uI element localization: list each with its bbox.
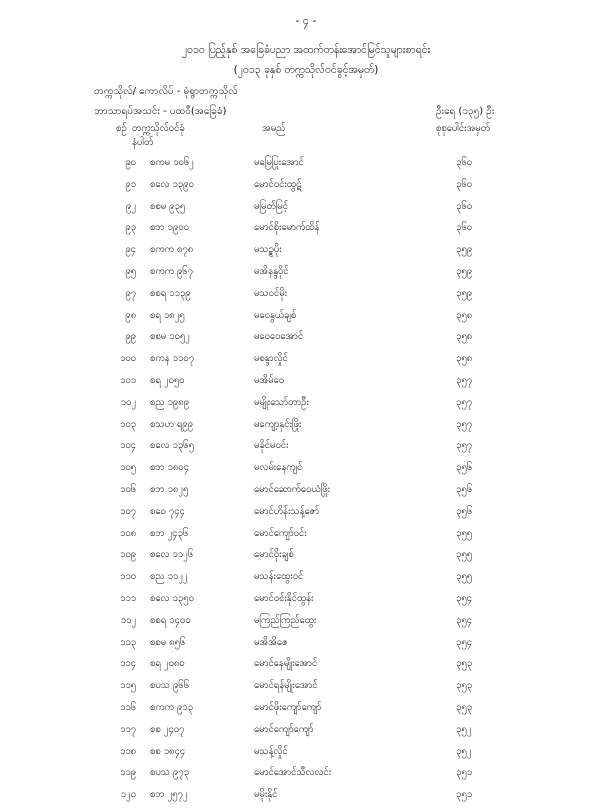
row-marks: ၃၆၀ [456, 222, 473, 234]
row-name: မောင်ဆောက်ဝေယံဖြိုး [254, 483, 331, 495]
row-roll-number: စရ ၂၀၅၀ [150, 374, 185, 386]
table-row [0, 374, 612, 396]
row-name: မမြတ်မြင့် [254, 200, 288, 212]
row-number: ၁၁၅ [119, 680, 136, 692]
row-roll-number: စကန ၁၁၀၇ [150, 353, 194, 365]
row-number: ၉၇ [125, 287, 136, 299]
table-row [0, 679, 612, 701]
row-name: မမြေပြုးအောင် [254, 157, 304, 168]
row-name: မအိအိဇေ [254, 636, 288, 648]
table-row [0, 766, 612, 788]
row-name: မသန်းထွေးဝင် [254, 571, 304, 583]
row-name: မစန္ဒာလှိုင် [254, 353, 288, 365]
table-row [0, 178, 612, 200]
row-marks: ၃၆၀ [456, 157, 473, 168]
header-no: စဉ် [116, 123, 127, 134]
row-marks: ၃၅၅ [456, 549, 473, 561]
row-roll-number: စလေ ၁၃၆၅ [150, 440, 194, 452]
row-name: မောင်အောင်သီလလင်း [254, 767, 332, 779]
row-roll-number: စစရ ၁၄၀၀ [150, 614, 191, 626]
table-row [0, 788, 612, 810]
row-number: ၁၀၀ [119, 353, 136, 365]
row-name: မအိနန္ဒဝိုင် [254, 265, 289, 277]
results-list [0, 156, 612, 810]
row-name: မောင်ဝိုးချစ် [254, 549, 294, 561]
row-number: ၁၁၂ [120, 614, 136, 626]
row-number: ၁၀၈ [119, 527, 136, 539]
row-marks: ၃၅၉ [456, 287, 473, 299]
table-row [0, 527, 612, 549]
row-roll-number: စစမ ၁၀၅၂ [150, 331, 190, 343]
row-marks: ၃၅၇ [456, 374, 473, 386]
university-line: တက္ကသိုလ်/ ကောလိပ် - မုံရွာတက္ကသိုလ် [94, 86, 238, 97]
row-marks: ၃၅၈ [456, 309, 473, 321]
row-number: ၁၁၇ [119, 723, 136, 735]
header-roll: တက္ကသိုလ်ဝင်ခုံ [132, 123, 185, 134]
subject-line: ဘာသာရပ်အသင်း - ပထဝီ(အခြေခံ) [94, 106, 227, 117]
row-roll-number: စကမ ၁၀၆၂ [150, 157, 194, 168]
row-name: မောင်နေမျိုးအောင် [254, 658, 318, 670]
row-name: မောင်ဟိန်းသန့်ဇော် [254, 505, 320, 517]
row-marks: ၃၅၇ [456, 396, 473, 408]
row-name: မသဝင်မိုး [254, 287, 288, 299]
row-name: မောင်ကျော်ဝင်း [254, 527, 307, 539]
row-number: ၁၀၃ [119, 418, 136, 430]
row-roll-number: စစ ၁၈၄၄ [150, 745, 186, 757]
row-marks: ၃၅၄ [456, 636, 473, 648]
table-row [0, 483, 612, 505]
row-number: ၁၁၀ [119, 571, 136, 583]
row-number: ၁၁၄ [119, 658, 136, 670]
row-roll-number: စဘ ၂၄၃၆ [150, 527, 189, 539]
table-row [0, 200, 612, 222]
table-row [0, 243, 612, 265]
table-row [0, 745, 612, 767]
row-number: ၁၀၂ [120, 396, 136, 408]
table-row [0, 614, 612, 636]
row-marks: ၃၅၅ [456, 527, 473, 539]
row-roll-number: စလေ ၁၁၂၆ [150, 549, 194, 561]
table-row [0, 156, 612, 178]
row-number: ၁၁၈ [119, 745, 136, 757]
row-roll-number: စရ ၂၀၈၀ [150, 658, 185, 670]
row-number: ၁၀၅ [119, 462, 136, 474]
table-row [0, 461, 612, 483]
row-number: ၁၀၆ [119, 483, 136, 495]
table-row [0, 657, 612, 679]
row-name: မောင်ဝင်းထွဋ် [254, 178, 302, 190]
row-roll-number: စည ၁၁၂၂ [150, 571, 188, 583]
row-name: မောင်ဖိုးကျော်ကျော် [254, 701, 322, 713]
row-number: ၁၁၃ [119, 636, 136, 648]
row-number: ၁၀၇ [119, 505, 136, 517]
row-number: ၁၂၀ [120, 789, 136, 801]
row-number: ၁၁၉ [119, 767, 136, 779]
row-name: မမျိုးသော်တာဦး [254, 396, 309, 408]
row-number: ၉၁ [125, 178, 136, 190]
row-name: မောင်စိုးမောက်ထိန် [254, 222, 320, 234]
row-marks: ၃၅၈ [456, 331, 473, 343]
document-subtitle: (၂၀၁၃ ခုနှစ် တက္ကသိုလ်ဝင်ခွင့်အမှတ်) [233, 64, 379, 76]
document-title: ၂၀၁၀ ပြည့်နှစ် အခြေခံပညာ အထက်တန်းအောင်မြင်သူများစာရင်း [181, 44, 431, 56]
table-row [0, 330, 612, 352]
table-row [0, 396, 612, 418]
table-row [0, 287, 612, 309]
row-name: မလမ်းနေကျင် [254, 462, 303, 474]
row-roll-number: စဘ ၁၉၀၀ [150, 222, 189, 234]
table-row [0, 265, 612, 287]
row-name: မောင်ရန်မျိုးအောင် [254, 680, 318, 692]
page-number: - ၄ - [295, 14, 317, 27]
row-marks: ၃၅၃ [456, 680, 473, 692]
row-number: ၁၀၉ [119, 549, 136, 561]
row-roll-number: စကက ၈၇၈ [150, 244, 194, 256]
row-roll-number: စသဟ ရ၉၉ [150, 418, 193, 430]
row-roll-number: စဘ ၂၅၇၂ [150, 789, 188, 801]
row-roll-number: စပသ ၉၇၃ [150, 767, 189, 779]
row-marks: ၃၅၇ [456, 440, 473, 452]
row-marks: ၃၅၁ [456, 767, 473, 779]
header-name: အမည် [262, 123, 286, 134]
row-roll-number: စလေ ၁၃၅၀ [150, 592, 194, 604]
row-roll-number: စကက ၉၆၇ [150, 265, 193, 277]
row-marks: ၃၅၅ [456, 571, 473, 583]
row-marks: ၃၅၆ [456, 483, 473, 495]
row-name: မသဥ္စပိုး [254, 244, 282, 256]
row-marks: ၃၅၂ [456, 745, 472, 757]
row-number: ၉၉ [125, 331, 136, 343]
row-marks: ၃၅၁ [456, 789, 473, 801]
row-marks: ၃၆၀ [456, 178, 473, 190]
row-name: မအိမ်ဝေ [254, 374, 285, 386]
row-marks: ၃၅၃ [456, 658, 473, 670]
row-marks: ၃၅၉ [456, 265, 473, 277]
table-row [0, 418, 612, 440]
row-marks: ၃၆၀ [456, 200, 473, 212]
row-roll-number: စဝေ ၇၄၄ [150, 505, 185, 517]
row-number: ၉၈ [125, 309, 136, 321]
row-roll-number: စရ ၁၈၂၅ [150, 309, 185, 321]
table-row [0, 548, 612, 570]
count-line: ဦးရေ (၁၃၅) ဦး [436, 106, 495, 117]
table-row [0, 592, 612, 614]
row-roll-number: စပသ ၉၆၆ [150, 680, 189, 692]
row-roll-number: စဘ ၁၈၀၄ [150, 462, 189, 474]
row-roll-number: စစမ ၉၃၅ [150, 200, 186, 212]
header-marks: စုစုပေါင်းအမှတ် [436, 123, 490, 134]
row-marks: ၃၅၉ [456, 244, 473, 256]
row-name: မဝေဝေအောင် [254, 331, 304, 343]
row-roll-number: စစမ ၈၅၆ [150, 636, 186, 648]
row-marks: ၃၅၃ [456, 701, 473, 713]
table-row [0, 570, 612, 592]
row-marks: ၃၅၆ [456, 505, 473, 517]
header-roll-2: နံပါတ် [132, 137, 154, 148]
table-row [0, 701, 612, 723]
row-roll-number: စစရ ၁၁၃၉ [150, 287, 191, 299]
row-roll-number: စည ၁၉၈၉ [150, 396, 190, 408]
table-row [0, 309, 612, 331]
table-row [0, 352, 612, 374]
row-number: ၁၁၆ [119, 701, 136, 713]
row-number: ၉၂ [125, 200, 136, 212]
row-name: မောင်ဝင်းနိုင်ထွန်း [254, 592, 314, 604]
row-number: ၁၁၁ [119, 592, 136, 604]
table-row [0, 505, 612, 527]
row-marks: ၃၅၂ [456, 723, 472, 735]
table-row [0, 221, 612, 243]
row-name: မကြည်ကြည်ထွေး [254, 614, 317, 626]
row-name: မသန့်လှိုင် [254, 745, 288, 757]
table-row [0, 636, 612, 658]
row-name: မဝေနွယ်ချစ် [254, 309, 297, 321]
row-name: မခိုင်မဝင်း [254, 440, 289, 452]
row-roll-number: စဘ ၁၈၂၅ [150, 483, 189, 495]
row-number: ၁၀၁ [119, 374, 136, 386]
row-marks: ၃၅၄ [456, 614, 473, 626]
table-row [0, 439, 612, 461]
row-marks: ၃၅၆ [456, 462, 473, 474]
row-number: ၉၀ [125, 157, 136, 168]
row-roll-number: စလေ ၁၃၉၀ [150, 178, 194, 190]
row-number: ၉၅ [125, 265, 136, 277]
row-marks: ၃၅၈ [456, 353, 473, 365]
row-marks: ၃၅၇ [456, 418, 473, 430]
row-roll-number: စကက ၉၁၃ [150, 701, 193, 713]
row-marks: ၃၅၄ [456, 592, 473, 604]
row-name: မမိုးနိုင် [254, 789, 278, 801]
row-number: ၉၃ [125, 222, 136, 234]
row-name: မောင်ကျော်ကျော် [254, 723, 314, 735]
row-number: ၉၄ [125, 244, 136, 256]
table-row [0, 723, 612, 745]
row-roll-number: စစ ၂၄၀၇ [150, 723, 185, 735]
row-number: ၁၀၄ [119, 440, 136, 452]
row-name: မကျော့နှင်းဖြိုး [254, 418, 302, 430]
